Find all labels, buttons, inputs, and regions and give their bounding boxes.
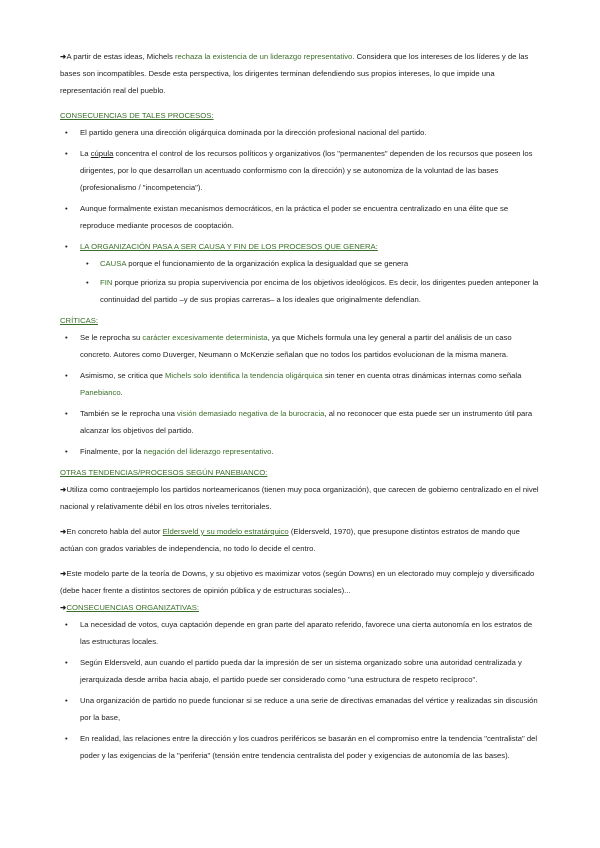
text: , al no reconocer que esta puede ser un instrumento útil para alcanzar los objetivos del partido.	[80, 409, 533, 435]
text: Una organización de partido no puede funcionar si se reduce a una serie de directivas emanadas del vértice y realizadas sin discusión por la base,	[80, 696, 538, 722]
highlight-text: CAUSA	[100, 259, 127, 268]
paragraph	[60, 481, 540, 515]
text: En concreto habla del autor	[66, 527, 163, 536]
list-item	[60, 443, 540, 460]
list-item	[80, 274, 540, 308]
list-item	[60, 616, 540, 650]
bullet-list	[60, 124, 540, 308]
text: sin tener en cuenta otras dinámicas internas como señala	[322, 371, 522, 380]
text: Utiliza como contraejemplo los partidos norteamericanos (tienen muy poca organización), que carecen de gobierno centralizado en el nivel nacional y relativamente débil en los otros niveles territoriales.	[60, 485, 539, 511]
highlight-text: LA ORGANIZACIÓN PASA A SER CAUSA Y FIN DE LOS PROCESOS QUE GENERA:	[80, 242, 378, 251]
list-item	[60, 405, 540, 439]
list-item	[60, 654, 540, 688]
paragraph	[60, 523, 540, 557]
text: Aunque formalmente existan mecanismos democráticos, en la práctica el poder se encuentra centralizado en una élite que se reproduce mediante procesos de cooptación.	[80, 204, 509, 230]
list-item	[60, 367, 540, 401]
section-heading-consecuencias: CONSECUENCIAS DE TALES PROCESOS:	[60, 111, 214, 120]
text: . Considera que los intereses de los líderes y de las bases son incompatibles. Desde esta perspectiva, los dirigentes terminan defendiendo sus propios intereses, lo que impide una representación real del pueblo.	[60, 52, 529, 95]
document-page	[60, 48, 540, 768]
list-item	[60, 124, 540, 141]
underlined-text: cúpula	[90, 149, 114, 158]
highlight-text: visión demasiado negativa de la burocracia	[177, 409, 325, 418]
sub-list	[80, 255, 540, 308]
paragraph	[60, 565, 540, 599]
list-item	[60, 730, 540, 764]
arrow-icon: ➜	[60, 527, 67, 536]
highlight-text: CONSECUENCIAS ORGANIZATIVAS:	[66, 603, 200, 612]
list-item	[60, 692, 540, 726]
bullet-list	[60, 616, 540, 764]
list-item	[60, 145, 540, 196]
text: Finalmente, por la	[80, 447, 144, 456]
list-item	[60, 200, 540, 234]
text: concentra el control de los recursos políticos y organizativos (los "permanentes" dependen de los recursos que poseen los dirigentes, por lo que desarrollan un acentuado conformismo con la dirección) y se autonomiza de la voluntad de las bases (profesionalismo / "incompetencia").	[80, 149, 533, 192]
text: porque el funcionamiento de la organización explica la desigualdad que se genera	[126, 259, 409, 268]
section-heading-criticas: CRÍTICAS:	[60, 316, 99, 325]
text: (Eldersveld, 1970), que presupone distintos estratos de mando que actúan con grados variables de independencia, no todo lo decide el centro.	[60, 527, 520, 553]
highlight-text: carácter excesivamente determinista	[142, 333, 268, 342]
arrow-icon: ➜	[60, 485, 67, 494]
highlight-text: Eldersveld y su modelo estratárquico	[162, 527, 289, 536]
bullet-list	[60, 329, 540, 460]
text: Este modelo parte de la teoría de Downs, y su objetivo es maximizar votos (según Downs) en un electorado muy complejo y diversificado (debe hacer frente a distintos sectores de opinión pública y de estructuras sociales)...	[60, 569, 535, 595]
text: En realidad, las relaciones entre la dirección y los cuadros periféricos se basarán en el compromiso entre la tendencia "centralista" del poder y las exigencias de la "periferia" (tensión entre tendencia centralista del poder y exigencias de autonomía de las bases).	[80, 734, 538, 760]
highlight-text: Panebianco	[80, 388, 121, 397]
text: La	[80, 149, 91, 158]
highlight-text: rechaza la existencia de un liderazgo representativo	[174, 52, 353, 61]
section-heading-otras-tendencias: OTRAS TENDENCIAS/PROCESOS SEGÚN PANEBIANCO:	[60, 468, 268, 477]
arrow-icon: ➜	[60, 603, 67, 612]
arrow-icon: ➜	[60, 569, 67, 578]
text: , ya que Michels formula una ley general a partir del análisis de un caso concreto. Autores como Duverger, Neumann o McKenzie señalan que no todos los partidos evolucionan de la misma manera.	[80, 333, 512, 359]
text: Asimismo, se critica que	[80, 371, 166, 380]
highlight-text: FIN	[100, 278, 113, 287]
text: Se le reprocha su	[80, 333, 143, 342]
highlight-text: Michels solo identifica la tendencia oligárquica	[165, 371, 323, 380]
highlight-text: negación del liderazgo representativo	[143, 447, 272, 456]
text: porque prioriza su propia supervivencia por encima de los objetivos ideológicos. Es decir, los dirigentes pueden anteponer la continuidad del partido –y de sus propias carreras– a los ideales que originalmente defendían.	[100, 278, 539, 304]
text: .	[271, 447, 274, 456]
text: La necesidad de votos, cuya captación depende en gran parte del aparato referido, favorece una cierta autonomía en los estratos de las estructuras locales.	[80, 620, 533, 646]
text: También se le reprocha una	[80, 409, 178, 418]
text: El partido genera una dirección oligárquica dominada por la dirección profesional nacional del partido.	[80, 128, 427, 137]
list-item	[60, 238, 540, 308]
text: Según Eldersveld, aun cuando el partido pueda dar la impresión de ser un sistema organizado sobre una autoridad centralizada y jerarquizada desde arriba hacia abajo, el partido puede ser considerado como "una estructura de respeto recíproco".	[80, 658, 522, 684]
text: A partir de estas ideas, Michels	[66, 52, 175, 61]
text: .	[120, 388, 123, 397]
arrow-icon: ➜	[60, 52, 67, 61]
intro-paragraph	[60, 48, 540, 99]
subheading-consecuencias-organizativas	[60, 599, 540, 616]
list-item	[80, 255, 540, 272]
list-item	[60, 329, 540, 363]
